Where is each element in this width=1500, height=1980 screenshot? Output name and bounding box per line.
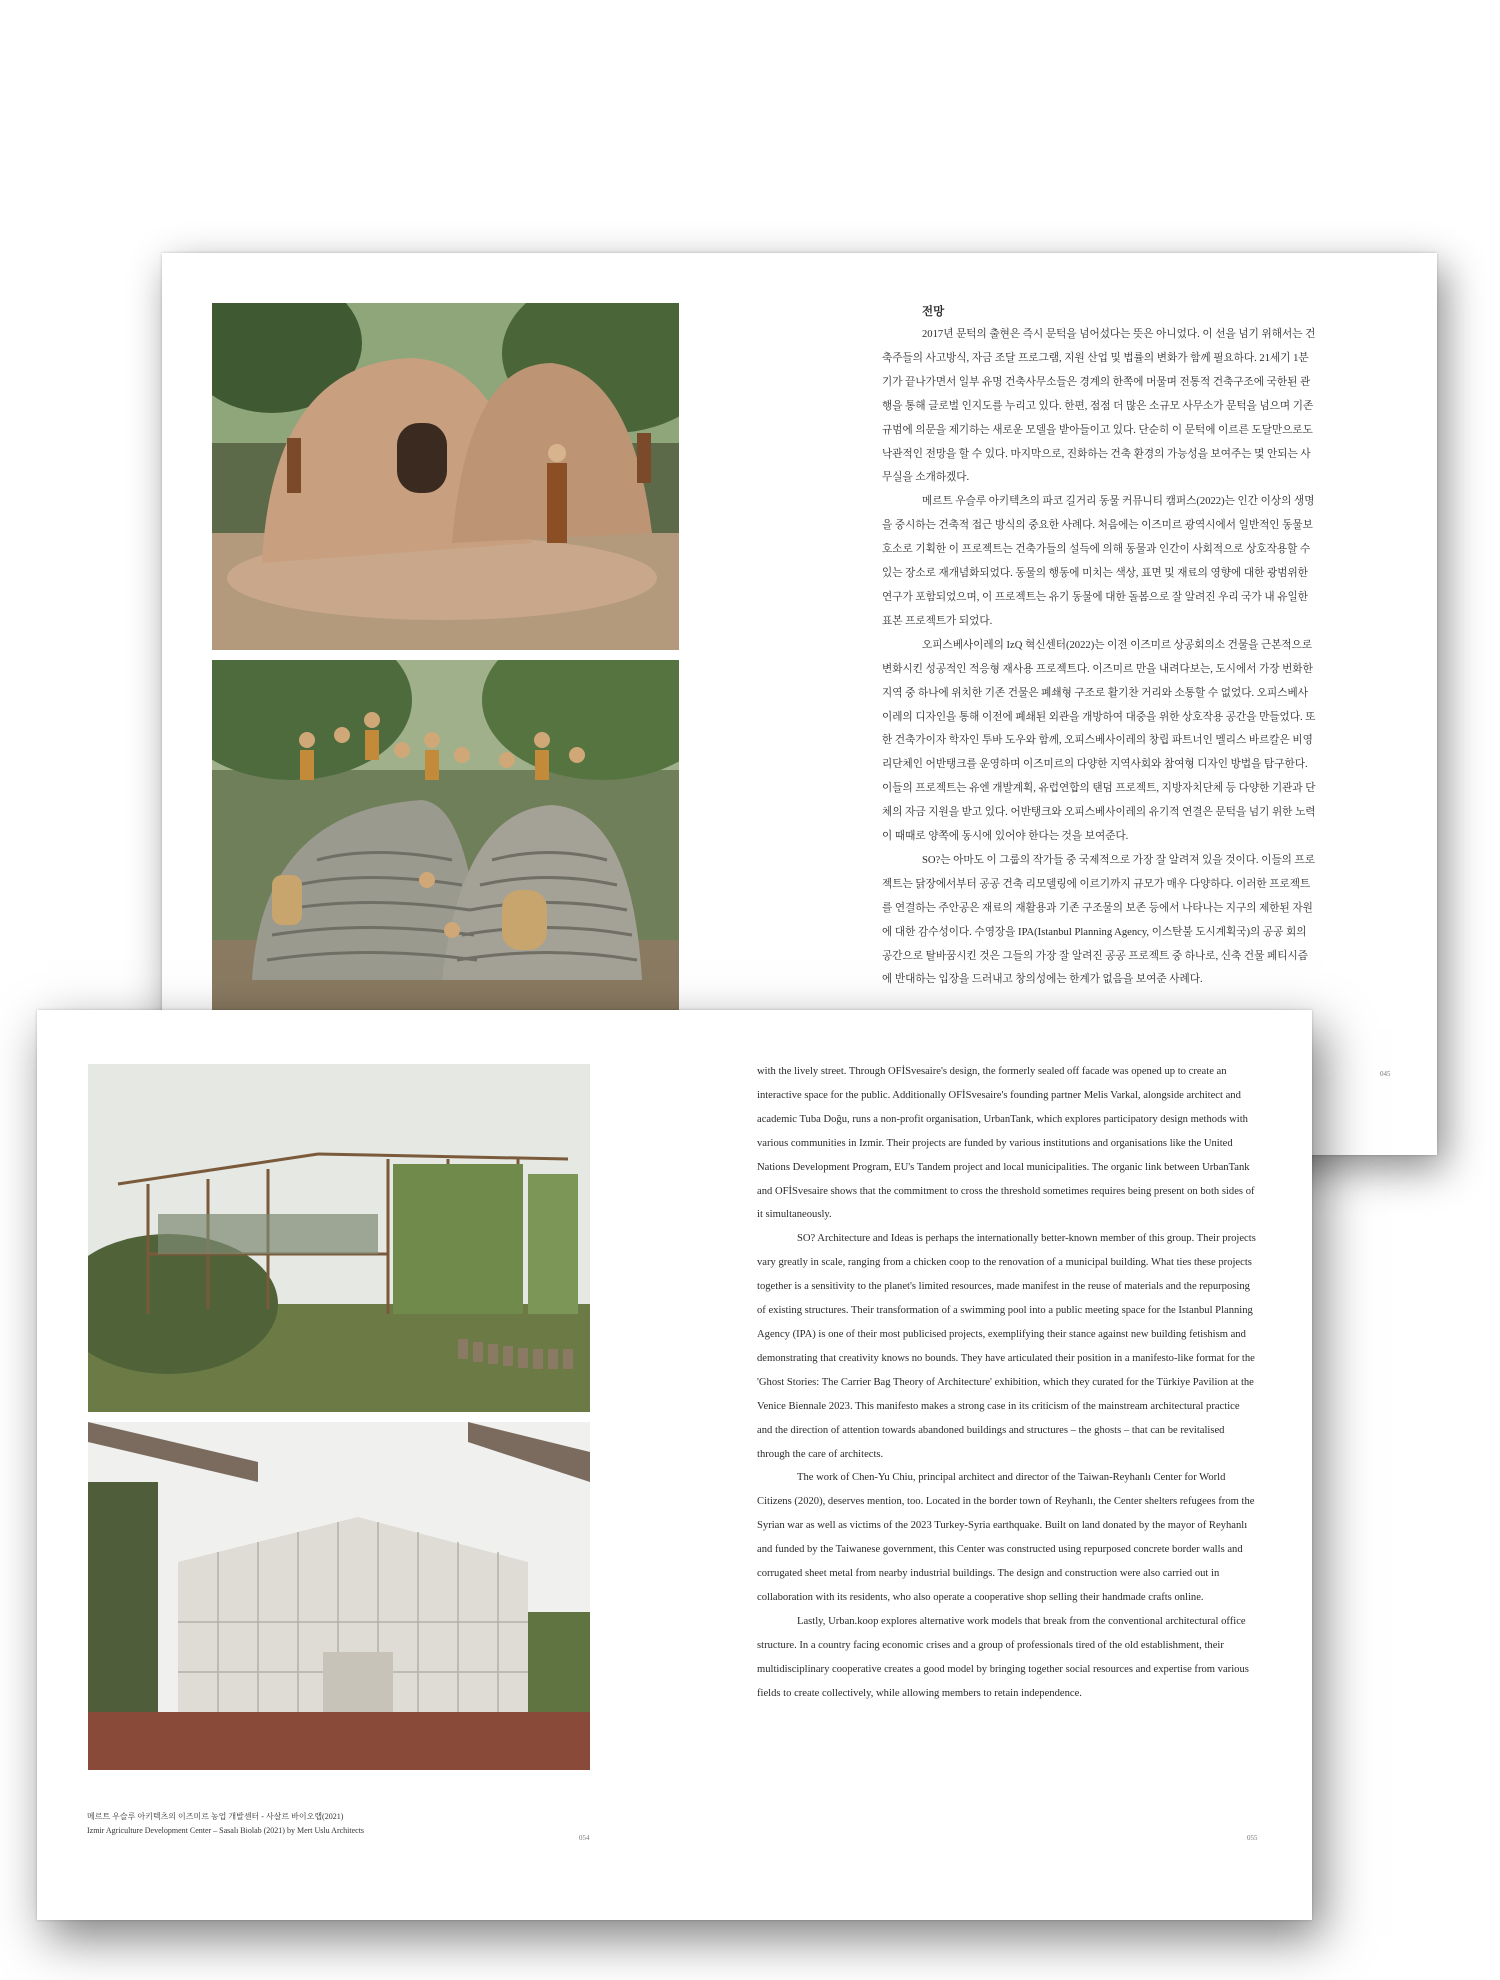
greenhouse-interior-image	[88, 1422, 590, 1770]
greenhouse-interior-photo	[88, 1422, 590, 1770]
page-number-right: 055	[1247, 1834, 1258, 1842]
article-paragraph: SO?는 아마도 이 그룹의 작가들 중 국제적으로 가장 잘 알려져 있을 것이다. 이들의 프로젝트는 닭장에서부터 공공 건축 리모델링에 이르기까지 규모가 매우 다양하다. 이러한 프로젝트를 연결하는 주안공은 재료의 재활용과 기존 구조물의 보존 등에서 나타나는 지구의 제한된 자원에 대한 감수성이다. 수영장을 IPA(Istanbul Planning Agency, 이스탄불 도시계획국)의 공공 회의 공간으로 탈바꿈시킨 것은 그들의 가장 잘 알려진 공공 프로젝트 중 하나로, 신축 건물 페티시즘에 반대하는 입장을 드러내고 창의성에는 한계가 없음을 보여준 사례다.	[882, 854, 1316, 986]
front-page-article	[757, 1060, 1257, 1705]
greenhouse-exterior-image	[88, 1064, 590, 1412]
photo-caption	[87, 1810, 587, 1838]
page-number-left: 054	[579, 1834, 590, 1842]
greenhouse-exterior-photo	[88, 1064, 590, 1412]
caption-korean: 메르트 우슬루 아키텍츠의 이즈미르 농업 개발센터 - 사살르 바이오랩(2021)	[87, 1812, 344, 1821]
article-paragraph: 메르트 우슬루 아키텍츠의 파코 길거리 동물 커뮤니티 캠퍼스(2022)는 인간 이상의 생명을 중시하는 건축적 접근 방식의 중요한 사례다. 처음에는 이즈미르 광역시에서 일반적인 동물보호소로 기획한 이 프로젝트는 건축가들의 설득에 의해 동물과 인간이 사회적으로 상호작용할 수 있는 장소로 재개념화되었다. 동물의 행동에 미치는 색상, 표면 및 재료의 영향에 대한 광범위한 연구가 포함되었으며, 이 프로젝트는 유기 동물에 대한 돌봄으로 잘 알려진 우리 국가 내 유일한 표본 프로젝트가 되었다.	[882, 496, 1315, 627]
caption-english: Izmir Agriculture Development Center – Sasalı Biolab (2021) by Mert Uslu Architects	[87, 1826, 365, 1835]
earth-dome-image	[212, 303, 679, 650]
front-magazine-spread	[37, 1010, 1312, 1920]
article-paragraph: 오피스베사이레의 IzQ 혁신센터(2022)는 이전 이즈미르 상공회의소 건물을 근본적으로 변화시킨 성공적인 적응형 재사용 프로젝트다. 이즈미르 만을 내려다보는, 도시에서 가장 번화한 지역 중 하나에 위치한 기존 건물은 폐쇄형 구조로 활기찬 거리와 소통할 수 없었다. 오피스베사이레의 디자인을 통해 이전에 폐쇄된 외관을 개방하여 대중을 위한 상호작용 공간을 만들었다. 또한 건축가이자 학자인 투바 도우와 함께, 오피스베사이레의 창립 파트너인 멜리스 바르칼은 비영리단체인 어반탱크를 운영하며 이즈미르의 다양한 지역사회와 참여형 디자인 방법을 탐구한다. 이들의 프로젝트는 유엔 개발계획, 유럽연합의 탠덤 프로젝트, 지방자치단체 등 다양한 기관과 단체의 자금 지원을 받고 있다. 어반탱크와 오피스베사이레의 유기적 연결은 문턱을 넘기 위한 노력이 때때로 양쪽에 동시에 있어야 한다는 것을 보여준다.	[882, 639, 1316, 843]
page-number: 045	[1380, 1070, 1391, 1078]
article-paragraph: 2017년 문턱의 출현은 즉시 문턱을 넘어섰다는 뜻은 아니었다. 이 선을 넘기 위해서는 건축주들의 사고방식, 자금 조달 프로그램, 지원 산업 및 법률의 변화가 함께 필요하다. 21세기 1분기가 끝나가면서 일부 유명 건축사무소들은 경계의 한쪽에 머물며 전통적 건축구조에 국한된 관행을 통해 글로벌 인지도를 누리고 있다. 한편, 점점 더 많은 소규모 사무소가 문턱을 넘으며 기존 규범에 의문을 제기하는 새로운 모델을 받아들이고 있다. 단순히 이 문턱에 이르른 도달만으로도 낙관적인 전망을 할 수 있다. 마지막으로, 진화하는 건축 환경의 가능성을 보여주는 몇 안되는 사무실을 소개하겠다.	[882, 329, 1316, 484]
article-paragraph: with the lively street. Through OFİSvesaire's design, the formerly sealed off facade was opened up to create an interactive space for the public. Additionally OFİSvesaire's founding partner Melis Varkal, alongside architect and academic Tuba Doğu, runs a non-profit organisation, UrbanTank, which explores participatory design methods with various communities in Izmir. Their projects are funded by various institutions and organisations like the United Nations Development Program, EU's Tandem project and local municipalities. The organic link between UrbanTank and OFİSvesaire shows that the commitment to cross the threshold sometimes requires being present on both sides of it simultaneously.	[757, 1066, 1255, 1221]
article-paragraph: Lastly, Urban.koop explores alternative work models that break from the conventional architectural office structure. In a country facing economic crises and a group of professionals tired of the old establishment, their multidisciplinary cooperative creates a good model by bringing together social resources and expertise from various fields to create collectively, while allowing members to retain independence.	[757, 1615, 1249, 1699]
earth-dome-photo	[212, 303, 679, 650]
section-heading: 전망	[922, 306, 945, 318]
dome-construction-image	[212, 660, 679, 1015]
article-paragraph: The work of Chen-Yu Chiu, principal architect and director of the Taiwan-Reyhanlı Center for World Citizens (2020), deserves mention, too. Located in the border town of Reyhanlı, the Center shelters refugees from the Syrian war as well as victims of the 2023 Turkey-Syria earthquake. Built on land donated by the mayor of Reyhanlı and funded by the Taiwanese government, this Center was constructed using repurposed concrete border walls and corrugated sheet metal from nearby industrial buildings. The design and construction were also carried out in collaboration with its residents, who also operate a cooperative shop selling their handmade crafts online.	[757, 1472, 1255, 1603]
dome-construction-photo	[212, 660, 679, 1015]
back-page-article	[882, 301, 1317, 992]
article-paragraph: SO? Architecture and Ideas is perhaps the internationally better-known member of this group. Their projects vary greatly in scale, ranging from a chicken coop to the renovation of a municipal building. What ties these projects together is a sensitivity to the planet's limited resources, made manifest in the reuse of materials and the repurposing of existing structures. Their transformation of a swimming pool into a public meeting space for the Istanbul Planning Agency (IPA) is one of their most publicised projects, exemplifying their stance against new building fetishism and demonstrating that creativity knows no bounds. They have articulated their position in a manifesto-like format for the 'Ghost Stories: The Carrier Bag Theory of Architecture' exhibition, which they curated for the Türkiye Pavilion at the Venice Biennale 2023. This manifesto makes a strong case in its criticism of the mainstream architectural practice and the direction of attention towards abandoned buildings and structures – the ghosts – that can be revitalised through the care of architects.	[757, 1233, 1256, 1460]
